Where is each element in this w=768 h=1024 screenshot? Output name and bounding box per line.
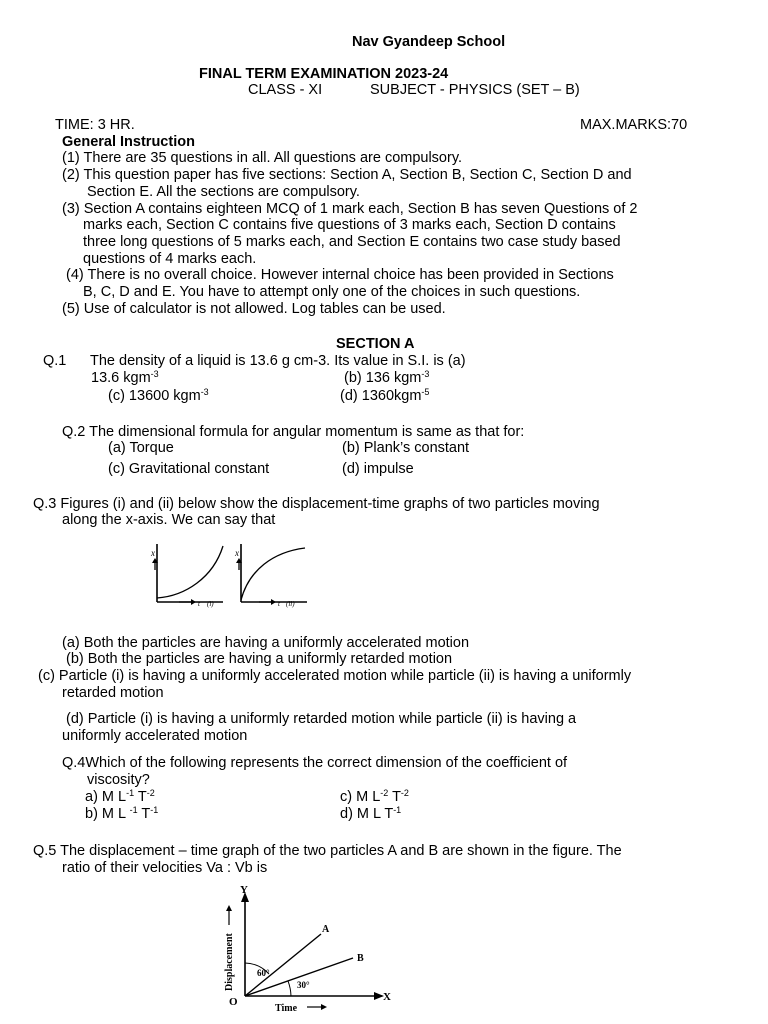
instructions-title: General Instruction xyxy=(62,134,195,150)
q4-option-b: b) M L $^{-1}$ $T^{-1}$ xyxy=(85,805,159,822)
instruction-line: questions of 4 marks each. xyxy=(83,251,257,267)
q1-number: Q.1 xyxy=(43,353,67,369)
q3-option-d: (d) Particle (i) is having a uniformly retarded motion while particle (ii) is having a xyxy=(66,711,577,727)
instruction-line: (4) There is no overall choice. However internal choice has been provided in Sections xyxy=(66,267,614,283)
q5-ylabel: Displacement xyxy=(224,933,235,991)
instruction-line: (3) Section A contains eighteen MCQ of 1 mark each, Section B has seven Questions of 2 xyxy=(62,201,638,217)
graph-i-label: (i) xyxy=(207,600,214,608)
school-name: Nav Gyandeep School xyxy=(352,34,506,50)
q5-angle-b: 30° xyxy=(297,980,310,990)
q5-label-a: A xyxy=(322,924,330,935)
graph-ii-axis-t: t xyxy=(278,600,280,608)
q3-option-a: (a) Both the particles are having a uniformly accelerated motion xyxy=(62,635,470,651)
graph-ii xyxy=(234,544,307,608)
q4-option-d: d) M L $T^{-1}$ xyxy=(340,805,402,822)
q1-option-d: (d) 1360kgm$^{-5}$ xyxy=(340,387,430,404)
q3-option-b: (b) Both the particles are having a uniformly retarded motion xyxy=(66,651,453,667)
q1-option-b: (b) 136 kgm$^{-3}$ xyxy=(344,369,430,386)
time-label: TIME: 3 HR. xyxy=(55,117,135,133)
q1-option-a: 13.6 kgm$^{-3}$ xyxy=(91,369,159,386)
graph-ii-axis-y: x xyxy=(235,548,239,558)
instruction-line: (2) This question paper has five sections: Section A, Section B, Section C, Section D and xyxy=(62,167,632,183)
q2-option-b: (b) Plank’s constant xyxy=(342,440,470,456)
q4-option-a: a) M $L^{-1}$ $T^{-2}$ xyxy=(85,788,155,805)
instruction-line: (1) There are 35 questions in all. All questions are compulsory. xyxy=(62,150,463,166)
q5-text: ratio of their velocities Va : Vb is xyxy=(62,860,268,876)
q3-text: Q.3 Figures (i) and (ii) below show the displacement-time graphs of two particles moving xyxy=(33,496,600,512)
instruction-line: B, C, D and E. You have to attempt only one of the choices in such questions. xyxy=(83,284,581,300)
q3-option-c-cont: retarded motion xyxy=(62,685,164,701)
class-label: CLASS - XI xyxy=(248,82,323,98)
section-title: SECTION A xyxy=(336,336,415,352)
q2-option-c: (c) Gravitational constant xyxy=(108,461,270,477)
q5-origin: O xyxy=(229,996,238,1008)
instruction-line: (5) Use of calculator is not allowed. Log tables can be used. xyxy=(62,301,446,317)
max-marks-label: MAX.MARKS:70 xyxy=(580,117,688,133)
q5-axis-y: Y xyxy=(240,884,248,896)
q5-angle-a: 60° xyxy=(257,968,270,978)
graph-i xyxy=(150,544,223,608)
q2-option-d: (d) impulse xyxy=(342,461,414,477)
q3-option-d-cont: uniformly accelerated motion xyxy=(62,728,248,744)
instruction-line: Section E. All the sections are compulsory. xyxy=(87,184,360,200)
graph-ii-label: (ii) xyxy=(286,600,295,608)
q1-text: The density of a liquid is 13.6 g cm-3. Its value in S.I. is (a) xyxy=(90,353,466,369)
q3-option-c: (c) Particle (i) is having a uniformly accelerated motion while particle (ii) is having a uniformly xyxy=(38,668,632,684)
q2-option-a: (a) Torque xyxy=(108,440,174,456)
subject-label: SUBJECT - PHYSICS (SET – B) xyxy=(370,82,580,98)
q4-text: Q.4Which of the following represents the correct dimension of the coefficient of xyxy=(62,755,568,771)
graph-i-axis-y: x xyxy=(151,548,155,558)
q5-label-b: B xyxy=(357,953,364,964)
q5-figure xyxy=(215,885,395,1015)
q5-text: Q.5 The displacement – time graph of the two particles A and B are shown in the figure. The xyxy=(33,843,622,859)
instruction-line: marks each, Section C contains five questions of 3 marks each, Section D contains xyxy=(83,217,616,233)
q4-text: viscosity? xyxy=(87,772,150,788)
q2-text: Q.2 The dimensional formula for angular momentum is same as that for: xyxy=(62,424,525,440)
instruction-line: three long questions of 5 marks each, and Section E contains two case study based xyxy=(83,234,621,250)
q3-figure xyxy=(145,540,315,612)
q4-option-c: c) M $L^{-2}$ $T^{-2}$ xyxy=(340,788,409,805)
q5-xlabel: Time xyxy=(275,1003,298,1014)
q3-text: along the x-axis. We can say that xyxy=(62,512,276,528)
exam-title: FINAL TERM EXAMINATION 2023-24 xyxy=(199,66,449,82)
q1-option-c: (c) 13600 kgm$^{-3}$ xyxy=(108,387,209,404)
graph-i-axis-t: t xyxy=(198,600,200,608)
q5-axis-x: X xyxy=(383,991,391,1003)
